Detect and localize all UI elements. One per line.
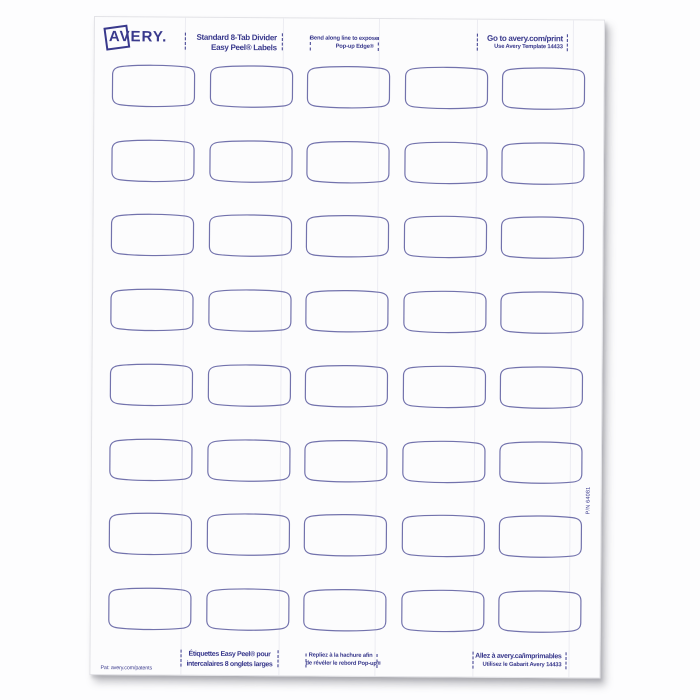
divider-label (498, 289, 586, 337)
header-product-title-line1: Standard 8-Tab Divider (196, 32, 277, 43)
divider-label (400, 288, 488, 336)
divider-label (203, 586, 291, 634)
divider-label (499, 140, 587, 188)
divider-label (304, 138, 392, 186)
divider-label (109, 62, 197, 110)
footer-print-info-fr-line1: Allez à avery.ca/imprimables (475, 652, 562, 661)
footer-product-title-fr-line2: intercalaires 8 onglets larges (186, 660, 273, 669)
divider-label (106, 510, 194, 558)
divider-label (303, 213, 391, 261)
divider-label (109, 137, 197, 185)
header-print-info (477, 34, 568, 52)
divider-label (498, 214, 586, 262)
divider-label (301, 512, 389, 560)
header-bend-instruction-line2: Pop-up Edge® (335, 43, 374, 50)
bend-line (472, 20, 478, 677)
divider-label (497, 438, 585, 486)
avery-logo-text: AVERY. (108, 28, 168, 46)
divider-label (399, 512, 487, 560)
header-bend-instruction-line1: Bend along line to expose (309, 35, 378, 42)
divider-label (301, 586, 389, 634)
divider-label (205, 287, 293, 335)
divider-label (302, 362, 390, 410)
header-print-info-line1: Go to avery.com/print (487, 33, 563, 44)
divider-label (107, 436, 195, 484)
avery-logo (109, 28, 168, 52)
divider-label (496, 588, 584, 636)
header-bend-instruction (310, 36, 379, 51)
footer-print-info-fr-line2: Utilisez le Gabarit Avery 14433 (482, 661, 562, 669)
bend-line (278, 18, 284, 675)
divider-label (402, 64, 490, 112)
divider-label (398, 587, 486, 635)
header-product-title-line2: Easy Peel® Labels (211, 42, 277, 53)
divider-label (108, 286, 196, 334)
bend-line (374, 19, 380, 676)
divider-label (206, 137, 294, 185)
divider-label (204, 436, 292, 484)
divider-label (497, 364, 585, 412)
patents-note: Pat: avery.com/patents (100, 665, 153, 672)
divider-label (303, 288, 391, 336)
footer-product-title-fr-line1: Étiquettes Easy Peel® pour (188, 650, 271, 659)
bend-lines-layer (95, 17, 604, 21)
divider-label (204, 511, 292, 559)
bend-line (568, 20, 574, 677)
footer-print-info-fr (472, 652, 566, 670)
header-print-info-line2: Use Avery Template 14433 (494, 43, 563, 51)
divider-label (401, 139, 489, 187)
divider-label (106, 585, 194, 633)
divider-label (205, 362, 293, 410)
divider-label (302, 437, 390, 485)
divider-label (304, 63, 392, 111)
divider-label (401, 214, 489, 262)
bend-line (180, 18, 186, 675)
divider-label (499, 65, 587, 113)
divider-label (207, 63, 295, 111)
label-grid (95, 17, 604, 21)
divider-label (206, 212, 294, 260)
part-number: P/N 64081 (585, 486, 592, 515)
footer-product-title-fr (180, 650, 278, 671)
footer-bend-instruction-fr-line2: de révéler le rebord Pop-up® (305, 659, 381, 667)
divider-label (108, 211, 196, 259)
header-product-title (185, 33, 283, 54)
divider-label (107, 361, 195, 409)
label-sheet (89, 16, 605, 679)
divider-label (400, 363, 488, 411)
footer-bend-instruction-fr (305, 652, 381, 668)
footer-bend-instruction-fr-line1: Repliez à la hachure afin (308, 652, 373, 659)
divider-label (496, 513, 584, 561)
divider-label (399, 438, 487, 486)
